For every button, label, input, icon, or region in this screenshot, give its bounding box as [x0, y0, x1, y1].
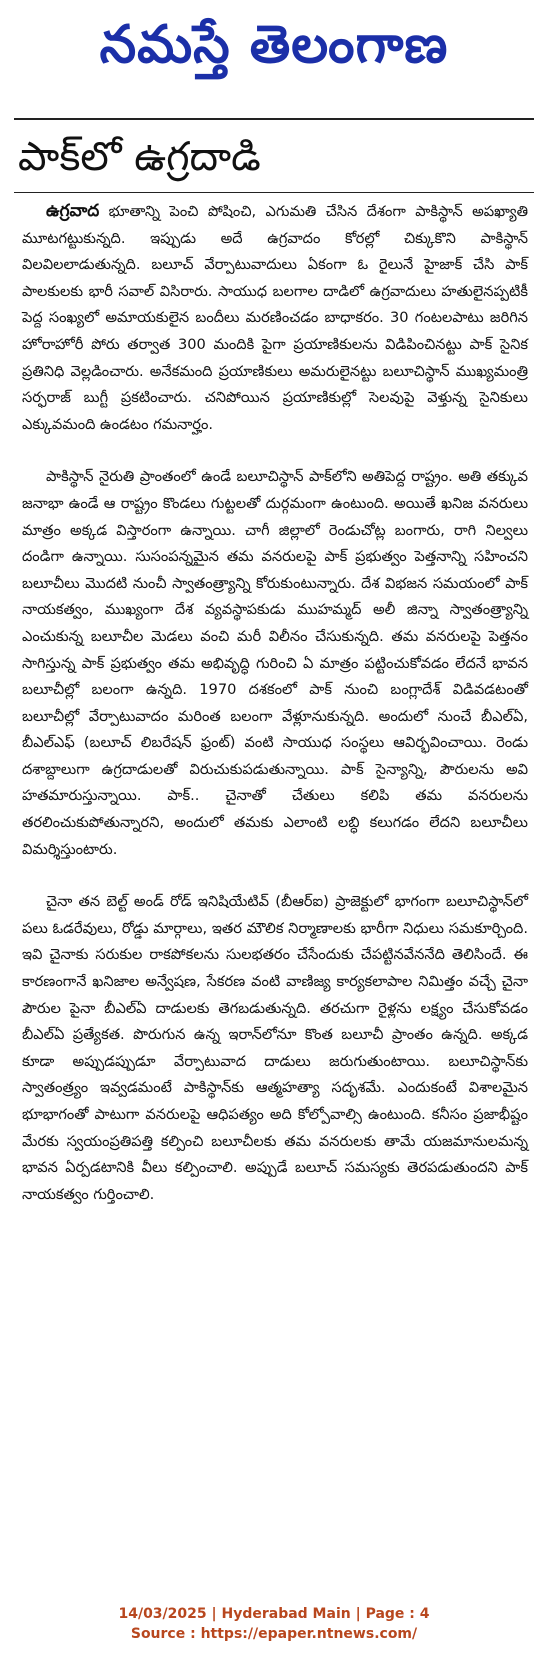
article-body [22, 198, 528, 1208]
article-paragraph-3: చైనా తన బెల్ట్ అండ్ రోడ్ ఇనిషియేటివ్ (బీఆర్ఐ) ప్రాజెక్టులో భాగంగా బలూచిస్థాన్‌లో పలు ఓడరేవులు, రోడ్డు మార్గాలు, ఇతర మౌలిక నిర్మాణాలకు భారీగా నిధులు సమకూర్చింది. ఇవి చైనాకు సరుకుల రాకపోకలను సులభతరం చేసేందుకు చేపట్టినవేననేది తెలిసిందే. ఈ కారణంగానే ఖనిజాల అన్వేషణ, సేకరణ వంటి వాణిజ్య కార్యకలాపాల నిమిత్తం వచ్చే చైనా పౌరుల పైనా బీఎల్ఏ దాడులకు తెగబడుతున్నది. తరచుగా రైళ్లను లక్ష్యం చేసుకోవడం బీఎల్ఏ ప్రత్యేకత. పొరుగున ఉన్న ఇరాన్‌లోనూ కొంత బలూచీ ప్రాంతం ఉన్నది. అక్కడ కూడా అప్పుడప్పుడూ వేర్పాటువాద దాడులు జరుగుతుంటాయి. బలూచిస్థాన్‌కు స్వాతంత్ర్యం ఇవ్వడమంటే పాకిస్థాన్‌కు ఆత్మహత్యా సదృశమే. ఎందుకంటే విశాలమైన భూభాగంతో పాటుగా వనరులపై ఆధిపత్యం అది కోల్పోవాల్సి ఉంటుంది. కనీసం ప్రజాభీష్టం మేరకు స్వయంప్రతిపత్తి కల్పించి బలూచీలకు తమ వనరులకు తామే యజమానులమన్న భావన ఏర్పడటానికి వీలు కల్పించాలి. అప్పుడే బలూచ్ సమస్యకు తెరపడుతుందని పాక్ నాయకత్వం గుర్తించాలి. [22, 893, 528, 1203]
article-paragraph-2: పాకిస్థాన్ నైరుతి ప్రాంతంలో ఉండే బలూచిస్థాన్ పాక్‌లోని అతిపెద్ద రాష్ట్రం. అతి తక్కువ జనాభా ఉండే ఆ రాష్ట్రం కొండలు గుట్టలతో దుర్గమంగా ఉంటుంది. అయితే ఖనిజ వనరులు మాత్రం అక్కడ విస్తారంగా ఉన్నాయి. చాగీ జిల్లాలో రెండుచోట్ల బంగారు, రాగి నిల్వలు దండిగా ఉన్నాయి. సుసంపన్నమైన తమ వనరులపై పాక్ ప్రభుత్వం పెత్తనాన్ని సహించని బలూచీలు మొదటి నుంచీ స్వాతంత్ర్యాన్ని కోరుకుంటున్నారు. దేశ విభజన సమయంలో పాక్ నాయకత్వం, ముఖ్యంగా దేశ వ్యవస్థాపకుడు ముహమ్మద్ అలీ జిన్నా స్వాతంత్ర్యాన్ని ఎంచుకున్న బలూచీల మెడలు వంచి మరీ విలీనం చేసుకున్నది. తమ వనరులపై పెత్తనం సాగిస్తున్న పాక్ ప్రభుత్వం తమ అభివృద్ధి గురించి ఏ మాత్రం పట్టించుకోవడం లేదనే భావన బలూచీల్లో బలంగా ఉన్నది. 1970 దశకంలో పాక్ నుంచి బంగ్లాదేశ్ విడివడటంతో బలూచీల్లో వేర్పాటువాదం మరింత బలంగా వేళ్లూనుకున్నది. అందులో నుంచే బీఎల్ఏ, బీఎల్ఎఫ్ (బలూచ్ లిబరేషన్ ఫ్రంట్) వంటి సాయుధ సంస్థలు ఆవిర్భవించాయి. రెండు దశాబ్దాలుగా ఉగ్రదాడులతో విరుచుకుపడుతున్నాయి. పాక్ సైన్యాన్ని, పౌరులను అవి హతమారుస్తున్నాయి. పాక్.. చైనాతో చేతులు కలిపి తమ వనరులను తరలించుకుపోతున్నారని, అందులో తమకు ఎలాంటి లబ్ధి కలుగడం లేదని బలూచీలు విమర్శిస్తుంటారు. [22, 468, 528, 858]
masthead [0, 0, 548, 90]
footer-source: Source : https://epaper.ntnews.com/ [130, 1626, 418, 1642]
lead-paragraph-text: భూతాన్ని పెంచి పోషించి, ఎగుమతి చేసిన దేశంగా పాకిస్థాన్ అపఖ్యాతి మూటగట్టుకున్నది. ఇప్పుడు అదే ఉగ్రవాదం కోరల్లో చిక్కుకొని పాకిస్థాన్ విలవిలలాడుతున్నది. బలూచ్ వేర్పాటువాదులు ఏకంగా ఓ రైలునే హైజాక్ చేసి పాక్ పాలకులకు భారీ సవాల్ విసిరారు. సాయుధ బలగాల దాడిలో ఉగ్రవాదులు హతులైనప్పటికీ పెద్ద సంఖ్యలో అమాయకులైన బందీలు మరణించడం బాధాకరం. 30 గంటలపాటు జరిగిన హోరాహోరీ పోరు తర్వాత 300 మందికి పైగా ప్రయాణికులను విడిపించినట్టు పాక్ సైనిక ప్రతినిధి వెల్లడించారు. అనేకమంది ప్రయాణికులు అమరులైనట్టు బలూచిస్థాన్ ముఖ్యమంత్రి సర్ఫరాజ్ బుగ్టీ ప్రకటించారు. చనిపోయిన ప్రయాణికుల్లో సెలవుపై వెళ్తున్న సైనికులు ఎక్కువమంది ఉండటం గమనార్హం. [22, 203, 528, 433]
headline-top-rule [14, 118, 534, 120]
headline: పాక్‌లో ఉగ్రదాడి [18, 134, 261, 180]
newspaper-logo: నమస్తే తెలంగాణ [99, 15, 449, 75]
article-paragraph-1 [22, 198, 528, 438]
lead-word: ఉగ్రవాద [46, 201, 100, 221]
footer-date-edition-page: 14/03/2025 | Hyderabad Main | Page : 4 [118, 1606, 430, 1622]
headline-bottom-rule [14, 192, 534, 193]
